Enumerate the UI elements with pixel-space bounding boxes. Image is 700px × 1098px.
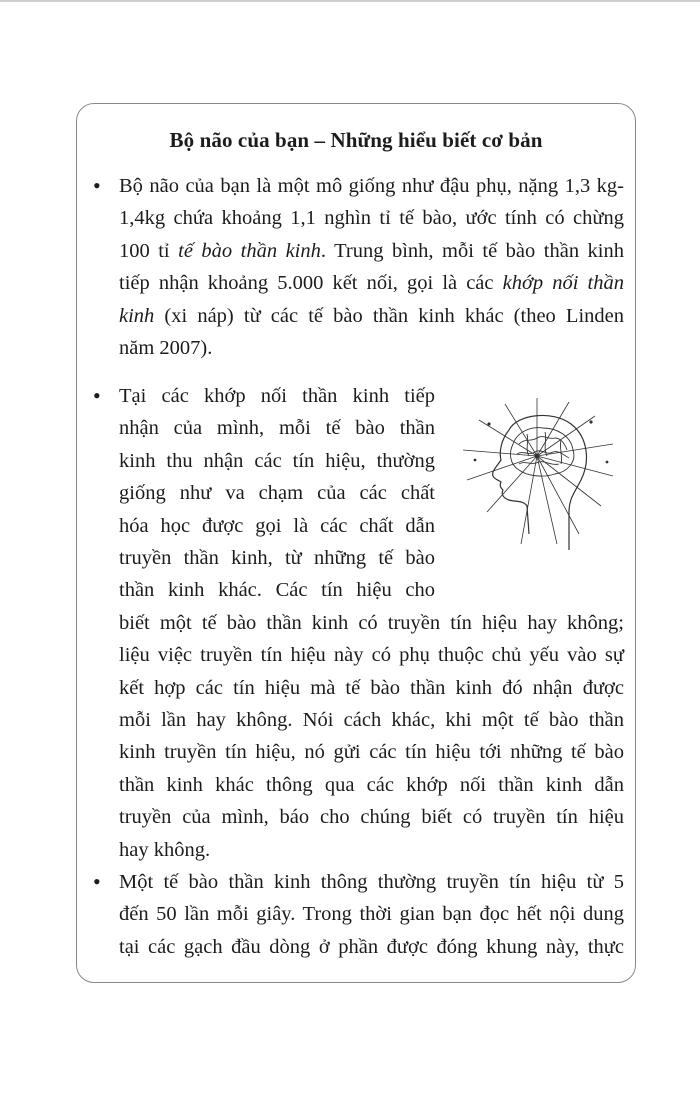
text-line: giống như va chạm của các chất [119,482,435,505]
text-line: kinh truyền tín hiệu, nó gửi các tín hiệu tới những tế bào [119,741,624,764]
head-with-radiating-brain-icon [457,394,617,556]
text-run: 100 tỉ [119,239,179,262]
text-run: (xi náp) từ các tế bào thần kinh khác (theo Linden [154,304,624,327]
text-line: tại các gạch đầu dòng ở phần được đóng khung này, thực [119,935,624,958]
italic-term: kinh [119,304,155,327]
italic-term: tế bào thần kinh [178,239,321,262]
text-line: Một tế bào thần kinh thông thường truyền tín hiệu từ 5 [119,871,624,893]
bullet-paragraph-1 [119,170,624,364]
text-line: thần kinh khác thông qua các khớp nối thần kinh dẫn [119,773,624,796]
bullet-marker: • [93,869,101,894]
text-line: truyền thần kinh, từ những tế bào [119,547,435,570]
text-line: thần kinh khác. Các tín hiệu cho [119,579,435,602]
text-line: hay không. [119,838,211,861]
italic-term: khớp nối thần [502,272,624,295]
text-line: năm 2007). [119,337,213,360]
text-line: Bộ não của bạn là một mô giống như đậu phụ, nặng 1,3 kg- [119,175,624,197]
text-line: Tại các khớp nối thần kinh tiếp [119,385,435,407]
text-line [119,235,624,267]
text-line [119,267,624,299]
bullet-paragraph-3 [119,866,624,963]
text-line: liệu việc truyền tín hiệu này có phụ thuộc chủ yếu vào sự [119,644,624,667]
text-run: tiếp nhận khoảng 5.000 kết nối, gọi là các [119,272,503,295]
text-line: nhận của mình, mỗi tế bào thần [119,417,435,440]
head-outline [493,415,587,550]
info-box [76,103,636,983]
text-line: kết hợp các tín hiệu mà tế bào thần kinh đó nhận được [119,676,624,699]
text-line: 1,4kg chứa khoảng 1,1 nghìn tỉ tế bào, ước tính có chừng [119,207,624,230]
bullet-marker: • [93,383,101,408]
radiating-lines [463,398,613,544]
text-run: . Trung bình, mỗi tế bào thần kinh [320,239,624,262]
text-line: truyền của mình, báo cho chúng biết có truyền tín hiệu [119,806,624,829]
text-line: kinh thu nhận các tín hiệu, thường [119,449,435,472]
text-line [119,300,624,332]
text-line: hóa học được gọi là các chất dẫn [119,514,435,537]
text-line: đến 50 lần mỗi giây. Trong thời gian bạn đọc hết nội dung [119,903,624,926]
text-line: mỗi lần hay không. Nói cách khác, khi một tế bào thần [119,709,624,732]
bullet-marker: • [93,173,101,198]
box-title: Bộ não của bạn – Những hiểu biết cơ bản [169,128,543,152]
text-line: biết một tế bào thần kinh có truyền tín hiệu hay không; [119,611,624,634]
